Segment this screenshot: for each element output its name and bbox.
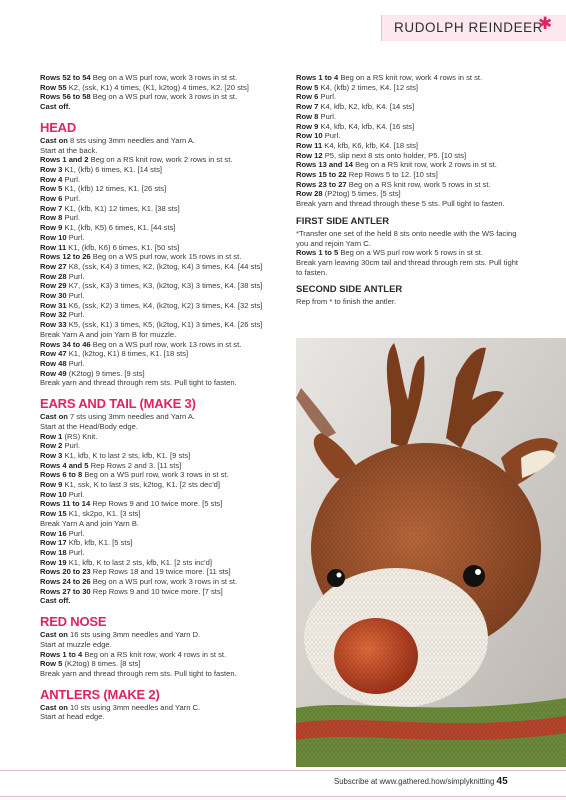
pattern-row	[296, 92, 542, 102]
row-instruction: (K2tog) 8 times. [8 sts]	[62, 659, 141, 669]
pattern-row	[296, 189, 542, 199]
pattern-row	[40, 422, 288, 432]
pattern-row	[40, 175, 288, 185]
row-instruction: 7 sts using 3mm needles and Yarn A.	[67, 412, 196, 422]
pattern-row	[296, 248, 542, 258]
pattern-row	[296, 112, 542, 122]
pattern-row	[296, 180, 542, 190]
pattern-row	[296, 170, 542, 180]
asterisk-icon: ✱	[538, 14, 553, 34]
pattern-row	[40, 630, 288, 640]
pattern-row	[40, 155, 288, 165]
row-instruction: K1, (kfb, K6) 6 times, K1. [50 sts]	[66, 242, 180, 252]
row-instruction: 10 sts using 3mm needles and Yarn C.	[67, 702, 201, 712]
pattern-row	[296, 229, 542, 239]
row-instruction: K4, kfb, K2, kfb, K4. [14 sts]	[318, 102, 415, 112]
row-instruction: Beg on a WS purl row, work 15 rows in st st.	[90, 252, 242, 262]
pattern-row	[40, 412, 288, 422]
pattern-row	[40, 73, 288, 83]
pattern-row	[296, 122, 542, 132]
pattern-row	[40, 470, 288, 480]
row-label: Row 2	[40, 441, 63, 451]
row-instruction: Beg on a WS purl row, work 3 rows in st st.	[82, 470, 229, 480]
section-heading: ANTLERS (MAKE 2)	[40, 686, 160, 702]
row-instruction: Beg on a RS knit row, work 4 rows in st st.	[82, 649, 227, 659]
row-instruction: K4, kfb, K6, kfb, K4. [18 sts]	[322, 140, 418, 150]
section-heading: RED NOSE	[40, 614, 107, 630]
row-instruction: Purl.	[66, 271, 85, 281]
row-label: Row 49	[40, 368, 67, 378]
pattern-row	[40, 102, 288, 112]
row-label: Row 9	[40, 223, 63, 233]
row-label: Row 6	[40, 194, 63, 204]
pattern-row	[40, 519, 288, 529]
right-column	[296, 73, 542, 307]
pattern-row	[40, 369, 288, 379]
pattern-row	[296, 199, 542, 209]
pattern-row	[40, 310, 288, 320]
row-instruction: Start at the back.	[40, 145, 98, 155]
row-instruction: Beg on a RS knit row, work 5 rows in st st.	[346, 179, 491, 189]
row-label: Row 9	[40, 480, 63, 490]
row-instruction: Beg on a WS purl row, work 3 rows in st st.	[90, 73, 238, 82]
pattern-row	[40, 567, 288, 577]
row-label: Row 33	[40, 320, 67, 330]
row-instruction: Rep Rows 9 and 10 twice more. [7 sts]	[90, 586, 223, 596]
pattern-row	[40, 165, 288, 175]
row-label: Row 12	[296, 150, 323, 160]
row-label: Row 1	[40, 431, 63, 441]
row-label: Row 10	[40, 489, 67, 499]
pattern-row	[40, 548, 288, 558]
row-instruction: K1, (kfb) 12 times, K1. [26 sts]	[62, 184, 167, 194]
pattern-row	[40, 432, 288, 442]
row-instruction: Purl.	[62, 194, 81, 204]
pattern-row	[40, 330, 288, 340]
row-label: Row 5	[296, 82, 319, 92]
row-label: Row 3	[40, 164, 63, 174]
row-label: Row 17	[40, 538, 67, 548]
row-instruction: Purl.	[66, 310, 85, 320]
row-instruction: you and rejoin Yarn C.	[296, 238, 371, 248]
row-instruction: (K2tog) 9 times. [9 sts]	[66, 368, 145, 378]
pattern-row	[40, 291, 288, 301]
row-instruction: Purl.	[62, 174, 81, 184]
pattern-row	[40, 213, 288, 223]
row-label: Row 48	[40, 358, 67, 368]
pattern-row	[40, 223, 288, 233]
pattern-row	[40, 640, 288, 650]
pattern-row	[40, 301, 288, 311]
pattern-row	[40, 136, 288, 146]
row-label: Cast off.	[40, 102, 71, 112]
pattern-row	[40, 451, 288, 461]
row-label: Row 9	[296, 121, 319, 131]
row-instruction: Purl.	[66, 489, 85, 499]
row-instruction: Rep Rows 9 and 10 twice more. [5 sts]	[90, 499, 223, 509]
row-instruction: Break yarn and thread through these 5 sts. Pull tight to fasten.	[296, 199, 505, 209]
pattern-row	[40, 712, 288, 722]
row-label: Row 8	[40, 213, 63, 223]
row-instruction: Start at the Head/Body edge.	[40, 421, 138, 431]
row-instruction: Kfb, kfb, K1. [5 sts]	[66, 538, 133, 548]
row-instruction: K1, (kfb) 6 times, K1. [14 sts]	[62, 164, 162, 174]
pattern-row	[40, 184, 288, 194]
row-instruction: Purl.	[66, 528, 85, 538]
row-label: Row 31	[40, 300, 67, 310]
row-instruction: Beg on a WS purl row work 5 rows in st st.	[338, 248, 483, 258]
row-instruction: Rep Rows 5 to 12. [10 sts]	[346, 170, 438, 180]
row-label: Rows 56 to 58	[40, 92, 91, 102]
pattern-row	[40, 703, 288, 713]
row-instruction: K1, kfb, K to last 2 sts, kfb, K1. [9 sts]	[62, 450, 191, 460]
row-label: Rows 1 to 5	[296, 248, 339, 258]
row-label: Row 6	[296, 92, 319, 102]
pattern-row	[296, 73, 542, 83]
pattern-row	[40, 233, 288, 243]
row-label: Row 8	[296, 111, 319, 121]
pattern-row	[40, 596, 288, 606]
row-label: Rows 27 to 30	[40, 586, 91, 596]
row-label: Rows 4 and 5	[40, 460, 89, 470]
row-instruction: Purl.	[62, 441, 81, 451]
pattern-row	[296, 83, 542, 93]
pattern-row	[40, 441, 288, 451]
pattern-row	[40, 490, 288, 500]
row-instruction: K7, (ssk, K3) 3 times, K3, (k2tog, K3) 3 times, K4. [38 sts]	[66, 281, 263, 291]
row-instruction: Rep Rows 2 and 3. [11 sts]	[88, 460, 182, 470]
pattern-row	[40, 587, 288, 597]
pattern-row	[40, 92, 288, 102]
pattern-row	[296, 160, 542, 170]
section-heading: FIRST SIDE ANTLER	[296, 215, 390, 227]
row-label: Cast on	[40, 630, 68, 640]
row-instruction: 8 sts using 3mm needles and Yarn A.	[67, 135, 196, 145]
row-label: Row 29	[40, 281, 67, 291]
row-instruction: 16 sts using 3mm needles and Yarn D.	[67, 630, 201, 640]
row-label: Rows 20 to 23	[40, 567, 91, 577]
pattern-row	[296, 151, 542, 161]
row-instruction: Purl.	[66, 232, 85, 242]
row-instruction: Break yarn and thread through rem sts. Pull tight to fasten.	[40, 668, 237, 678]
row-instruction: K6, (ssk, K2) 3 times, K4, (k2tog, K2) 3 times, K4. [32 sts]	[66, 300, 263, 310]
row-instruction: Purl.	[66, 547, 85, 557]
row-instruction: Break Yarn A and join Yarn B for muzzle.	[40, 329, 177, 339]
pattern-row	[296, 258, 542, 268]
row-label: Rows 6 to 8	[40, 470, 83, 480]
row-instruction: K8, (ssk, K4) 3 times, K2, (k2tog, K4) 3 times, K4. [44 sts]	[66, 261, 263, 271]
row-label: Rows 34 to 46	[40, 339, 91, 349]
row-label: Row 5	[40, 659, 63, 669]
pattern-row	[40, 243, 288, 253]
pattern-row	[40, 538, 288, 548]
row-instruction: (RS) Knit.	[62, 431, 98, 441]
page-title: RUDOLPH REINDEER	[394, 20, 544, 35]
pattern-row	[40, 378, 288, 388]
row-instruction: Start at head edge.	[40, 712, 105, 722]
row-instruction: (P2tog) 5 times. [5 sts]	[322, 189, 401, 199]
row-instruction: K1, (kfb, K1) 12 times, K1. [38 sts]	[62, 203, 180, 213]
row-label: Row 32	[40, 310, 67, 320]
row-label: Rows 11 to 14	[40, 499, 91, 509]
row-label: Row 27	[40, 261, 67, 271]
pattern-row	[40, 204, 288, 214]
pattern-row	[40, 83, 288, 93]
pattern-row	[40, 480, 288, 490]
row-label: Rows 1 to 4	[296, 73, 339, 82]
row-label: Cast on	[40, 412, 68, 422]
row-instruction: Beg on a RS knit row, work 2 rows in st st.	[88, 155, 233, 165]
pattern-row	[40, 577, 288, 587]
row-label: Rows 15 to 22	[296, 170, 347, 180]
row-label: Rows 1 and 2	[40, 155, 89, 165]
row-instruction: P5, slip next 8 sts onto holder, P5. [10 sts]	[322, 150, 467, 160]
row-instruction: K2, (ssk, K1) 4 times, (K1, k2tog) 4 times, K2. [20 sts]	[66, 82, 249, 92]
pattern-row	[40, 529, 288, 539]
footer-divider	[0, 770, 566, 771]
row-instruction: Beg on a RS knit row, work 4 rows in st st.	[338, 73, 483, 82]
pattern-row	[40, 359, 288, 369]
row-label: Row 4	[40, 174, 63, 184]
row-instruction: to fasten.	[296, 267, 328, 277]
row-label: Cast off.	[40, 596, 71, 606]
pattern-row	[40, 509, 288, 519]
row-label: Rows 52 to 54	[40, 73, 91, 82]
reindeer-photo	[296, 338, 566, 767]
row-instruction: Beg on a RS knit row, work 2 rows in st st.	[352, 160, 497, 170]
row-label: Row 30	[40, 291, 67, 301]
pattern-row	[40, 558, 288, 568]
row-instruction: Break yarn and thread through rem sts. Pull tight to fasten.	[40, 378, 237, 388]
section-heading: SECOND SIDE ANTLER	[296, 284, 403, 296]
row-label: Row 3	[40, 450, 63, 460]
section-heading: HEAD	[40, 119, 77, 135]
row-label: Row 5	[40, 184, 63, 194]
row-label: Row 55	[40, 82, 67, 92]
pattern-row	[40, 650, 288, 660]
row-label: Row 28	[40, 271, 67, 281]
row-instruction: Beg on a WS purl row, work 13 rows in st st.	[90, 339, 242, 349]
row-instruction: *Transfer one set of the held 8 sts onto needle with the WS facing	[296, 228, 517, 238]
row-instruction: K1, ssk, K to last 3 sts, k2tog, K1. [2 sts dec'd]	[62, 480, 220, 490]
row-instruction: K4, kfb, K4, kfb, K4. [16 sts]	[318, 121, 415, 131]
pattern-row	[40, 320, 288, 330]
row-label: Row 10	[40, 232, 67, 242]
row-label: Rows 12 to 26	[40, 252, 91, 262]
row-label: Rows 23 to 27	[296, 179, 347, 189]
row-label: Row 7	[296, 102, 319, 112]
row-instruction: K1, kfb, K to last 2 sts, kfb, K1. [2 sts inc'd]	[66, 557, 212, 567]
row-instruction: Purl.	[322, 131, 341, 141]
row-instruction: K1, (kfb, K5) 6 times, K1. [44 sts]	[62, 223, 176, 233]
pattern-row	[40, 349, 288, 359]
row-label: Row 7	[40, 203, 63, 213]
row-label: Rows 24 to 26	[40, 577, 91, 587]
pattern-row	[296, 131, 542, 141]
row-instruction: Break Yarn A and join Yarn B.	[40, 518, 140, 528]
row-label: Row 11	[40, 242, 67, 252]
footer	[334, 776, 508, 787]
section-heading: EARS AND TAIL (MAKE 3)	[40, 396, 196, 412]
row-instruction: Purl.	[66, 291, 85, 301]
row-label: Row 18	[40, 547, 67, 557]
pattern-row	[296, 297, 542, 307]
row-label: Rows 1 to 4	[40, 649, 83, 659]
pattern-row	[40, 669, 288, 679]
row-label: Row 11	[296, 140, 323, 150]
row-instruction: Break yarn leaving 30cm tail and thread through rem sts. Pull tight	[296, 257, 519, 267]
pattern-row	[40, 262, 288, 272]
pattern-row	[296, 239, 542, 249]
pattern-row	[40, 461, 288, 471]
row-label: Row 28	[296, 189, 323, 199]
row-label: Row 10	[296, 131, 323, 141]
pattern-row	[40, 252, 288, 262]
row-instruction: K1, sk2po, K1. [3 sts]	[66, 509, 141, 519]
row-instruction: Purl.	[318, 111, 337, 121]
pattern-row	[296, 268, 542, 278]
row-instruction: Beg on a WS purl row, work 3 rows in st st.	[90, 92, 238, 102]
pattern-row	[40, 194, 288, 204]
row-instruction: K1, (k2tog, K1) 8 times, K1. [18 sts]	[66, 349, 189, 359]
row-instruction: Rep Rows 18 and 19 twice more. [11 sts]	[90, 567, 231, 577]
page-number: 45	[496, 776, 508, 787]
pattern-row	[296, 141, 542, 151]
row-instruction: Rep from * to finish the antler.	[296, 297, 397, 307]
pattern-row	[40, 272, 288, 282]
pattern-row	[40, 659, 288, 669]
row-label: Row 47	[40, 349, 67, 359]
bottom-divider	[0, 796, 566, 797]
row-instruction: Start at muzzle edge.	[40, 639, 112, 649]
row-label: Cast on	[40, 135, 68, 145]
row-label: Cast on	[40, 702, 68, 712]
left-column	[40, 73, 288, 722]
pattern-row	[40, 499, 288, 509]
row-label: Rows 13 and 14	[296, 160, 353, 170]
row-instruction: Purl.	[66, 358, 85, 368]
pattern-row	[40, 340, 288, 350]
row-label: Row 16	[40, 528, 67, 538]
row-instruction: Purl.	[62, 213, 81, 223]
row-instruction: Beg on a WS purl row, work 3 rows in st st.	[90, 577, 238, 587]
pattern-row	[40, 146, 288, 156]
row-instruction: Purl.	[318, 92, 337, 102]
pattern-row	[40, 281, 288, 291]
row-instruction: K5, (ssk, K1) 3 times, K5, (k2tog, K1) 3 times, K4. [26 sts]	[66, 320, 263, 330]
row-label: Row 19	[40, 557, 67, 567]
subscribe-link[interactable]: Subscribe at www.gathered.how/simplyknitting	[334, 777, 495, 786]
row-label: Row 15	[40, 509, 67, 519]
reindeer-illustration	[296, 338, 566, 767]
row-instruction: K4, (kfb) 2 times, K4. [12 sts]	[318, 82, 418, 92]
pattern-row	[296, 102, 542, 112]
